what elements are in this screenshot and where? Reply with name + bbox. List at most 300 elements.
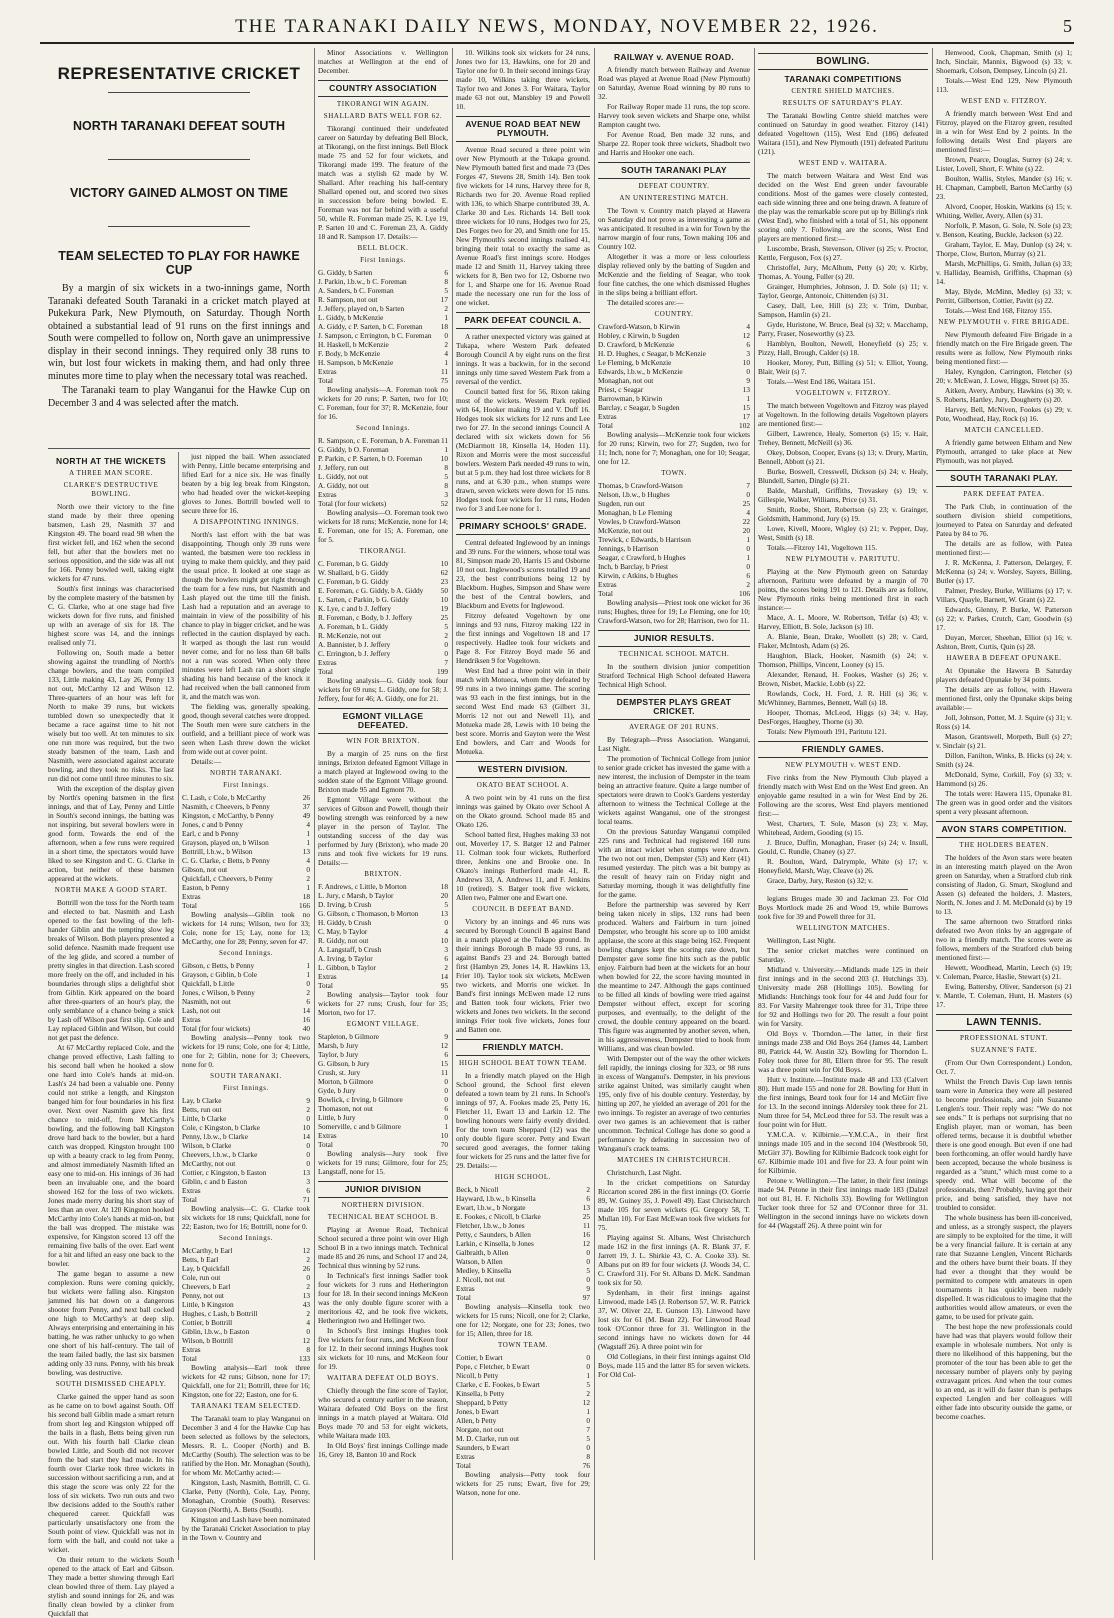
runs-value: 12 xyxy=(582,1398,590,1407)
column-rule xyxy=(594,48,595,1560)
batsman-entry: Total xyxy=(318,1140,333,1149)
runs-value: 17 xyxy=(742,412,750,421)
rink-score: Gilbert, Lawrence, Healy, Somerton (s) 15; v. Hair, Trehey, Bennett, McNeill (s) 36. xyxy=(758,429,928,447)
rink-score: Okey, Dobson, Cooper, Evans (s) 13; v. Drury, Martin, Bennell, Abbott (s) 21. xyxy=(758,448,928,466)
score-row xyxy=(456,1293,590,1302)
score-row xyxy=(318,1122,448,1131)
runs-value: 0 xyxy=(586,1443,590,1452)
innings-heading: First Innings. xyxy=(223,781,269,789)
score-row xyxy=(456,1407,590,1416)
runs-value: 5 xyxy=(586,1434,590,1443)
article-paragraph: In Technical's first innings Sadler took four wickets for 3 runs and Hetherington four for 18. In their second innings McKeon was the only double figure scorer with a meritorious 42, and he took five wickets, Hetherington two and Hellinger two. xyxy=(318,1271,448,1325)
batsman-entry: L. Giddy, b McKenzie xyxy=(318,313,384,322)
runs-value: 4 xyxy=(306,820,310,829)
runs-value: 6 xyxy=(586,1194,590,1203)
runs-value: 6 xyxy=(746,340,750,349)
batsman-entry: Extras xyxy=(318,1131,337,1140)
score-row xyxy=(182,1264,310,1273)
subheading: TARANAKI TEAM SELECTED. xyxy=(191,1402,301,1410)
batsman-entry: R. McKenzie, not out xyxy=(318,631,382,640)
batsman-entry: Thomason, not out xyxy=(318,1104,373,1113)
score-row xyxy=(598,394,750,403)
section-heading: COUNTRY ASSOCIATION xyxy=(318,80,448,97)
runs-value: 10 xyxy=(440,936,448,945)
score-row xyxy=(318,1050,448,1059)
runs-value: 6 xyxy=(444,268,448,277)
score-row xyxy=(598,481,750,490)
batsman-entry: Fletcher, l.b.w., b Jones xyxy=(456,1221,525,1230)
score-row xyxy=(598,358,750,367)
section-heading: RAILWAY v. AVENUE ROAD. xyxy=(613,52,735,62)
score-row xyxy=(182,1006,310,1015)
batsman-entry: R. Sampson, c E. Foreman, b A. Foreman xyxy=(318,436,440,445)
score-row xyxy=(318,963,448,972)
batsman-entry: Total xyxy=(182,901,197,910)
rink-score: Alexander, Renaud, H. Fookes, Washer (s) 26; v. Brown, Nisbet, Mackie, Lobb (s) 22. xyxy=(758,670,928,688)
scorecard xyxy=(318,268,448,385)
article-paragraph: Old Collegians, in their first innings against Old Boys, made 115 and the latter 85 for seven wickets. For Old Col- xyxy=(598,1352,750,1379)
article-paragraph: Sydenham, in their first innings against Linwood, made 145 (J. Robertson 57, W. R. Patrick 37, W. Oliver 22, E. Gunson 13). Linwood have lost six for 61 (M. Bean 22). For Linwood Read took O'Connor three for 31. Wellington in the second innings have no wickets down for 44 (Wagstaff 26). A three point win for xyxy=(598,1288,750,1351)
runs-value: 0 xyxy=(444,649,448,658)
rink-score: Mace, A. L. Moore, W. Robertson, Telfar (s) 43; v. Harvey, Elliott, B. Sole, Jackson (s) 10. xyxy=(758,613,928,631)
batsman-entry: McKenzie, not out xyxy=(598,526,653,535)
bowling-analysis: Bowling analysis—Giblin took no wickets for 14 runs; Wilson, two for 33; Cole, none for 15; Lay, none for 13; McCarthy, one for 28; Penny, seven for 47. xyxy=(182,910,310,946)
runs-value: 10 xyxy=(440,559,448,568)
rink-score: Henwood, Cook, Chapman, Smith (s) 1; Inch, Sinclair, Mannix, Bigwood (s) 33; v. Shoemark, Colson, Dempsey, Lincoln (s) 21. xyxy=(936,48,1072,75)
batsman-entry: Extras xyxy=(598,412,617,421)
score-row xyxy=(598,421,750,430)
score-row xyxy=(182,1168,310,1177)
batsman-entry: Extras xyxy=(318,972,337,981)
score-row xyxy=(318,667,448,676)
runs-value: 6 xyxy=(444,954,448,963)
batsman-entry: H. Giddy, b Crush xyxy=(318,918,372,927)
score-row xyxy=(456,1398,590,1407)
batsman-entry: Total (for four wickets) xyxy=(318,499,387,508)
score-row xyxy=(318,1140,448,1149)
runs-value: 15 xyxy=(742,403,750,412)
score-row xyxy=(318,367,448,376)
subheading: COUNCIL B DEFEAT BAND. xyxy=(472,905,574,913)
section-heading: AVENUE ROAD BEAT NEW PLYMOUTH. xyxy=(456,116,590,142)
score-row xyxy=(318,927,448,936)
runs-value: 5 xyxy=(444,622,448,631)
score-row xyxy=(182,874,310,883)
batsman-entry: Nasmith, not out xyxy=(182,997,231,1006)
runs-value: 4 xyxy=(444,349,448,358)
score-row xyxy=(598,340,750,349)
rink-score: Burke, Boswell, Cresswell, Dickson (s) 24; v. Healy, Blundell, Sarten, Dingle (s) 21. xyxy=(758,467,928,485)
subheading: CLARKE'S DESTRUCTIVE BOWLING. xyxy=(63,481,159,498)
article-paragraph: Playing at the New Plymouth green on Saturday afternoon, Paritutu were defeated by a margin of 70 points, the scores being 191 to 121. Details are as follow, New Plymouth rinks being mentioned first in each instance:— xyxy=(758,567,928,612)
runs-value: 2 xyxy=(444,340,448,349)
batsman-entry: Monaghan, not out xyxy=(598,376,654,385)
runs-value: 13 xyxy=(440,909,448,918)
subheading: MATCHES IN CHRISTCHURCH. xyxy=(617,1156,731,1164)
batsman-entry: Total xyxy=(456,1293,471,1302)
batsman-entry: L. Sarten, c Parkin, b G. Giddy xyxy=(318,595,409,604)
rink-total: Totals.—West End 129, New Plymouth 113. xyxy=(936,76,1072,94)
runs-value: 4 xyxy=(746,322,750,331)
batsman-entry: J. Sampson, c Errington, b C. Foreman xyxy=(318,331,432,340)
scorecard xyxy=(598,481,750,598)
rink-score: May, Blyde, McMinn, Medley (s) 33; v. Perritt, Gilbertson, Cottier, Pavitt (s) 22. xyxy=(936,287,1072,305)
batsman-entry: A. Irving, b Taylor xyxy=(318,954,373,963)
runs-value: 0 xyxy=(444,1113,448,1122)
runs-value: 0 xyxy=(306,1273,310,1282)
section-heading: DEMPSTER PLAYS GREAT CRICKET. xyxy=(598,694,750,720)
article-paragraph: North's last effort with the bat was disappointing. Though only 39 runs were wanted, the batsmen were too reckless in trying to make them quickly, and they paid the usual price. It looked at one stage as though the bowlers might get right through the team for a few runs, but Nasmith and Lash played out the time till the finish. Lash had a reputation and an average to maintain in view of the possibility of his chance to play in bigger cricket, and he was reflected in the caution displayed by each. It warped as though the last run would never come, and for no less than 68 balls not a run was scored. When only three minutes were left Lash ran a short single shading his hand because of the knock it had received when the ball cannoned from it, and the match was won. xyxy=(182,530,310,701)
subheading: WIN FOR BRIXTON. xyxy=(346,737,420,745)
runs-value: 3 xyxy=(746,349,750,358)
batsman-entry: Nasmith, c Cheevers, b Penny xyxy=(182,802,270,811)
score-row xyxy=(318,981,448,990)
article-paragraph: New Plymouth defeated Fire Brigade in a friendly match on the Fire Brigade green. The results were as follow, New Plymouth rinks being mentioned first:— xyxy=(936,330,1072,366)
runs-value: 16 xyxy=(302,1015,310,1024)
score-row xyxy=(318,640,448,649)
score-row xyxy=(318,891,448,900)
batsman-entry: Somerville, c and b Gilmore xyxy=(318,1122,401,1131)
runs-value: 1 xyxy=(306,961,310,970)
rink-total: Totals.—West End 186, Waitara 151. xyxy=(767,377,876,386)
runs-value: 7 xyxy=(444,658,448,667)
batsman-entry: Wilson, b Clarke xyxy=(182,1141,232,1150)
article-paragraph: Altogether it was a more or less colourless display relieved only by the batting of Sugden and McKenzie and the fielding of Seagar, who took four fine catches, the one which dismissed Hughes in the slips being a brilliant effort. xyxy=(598,252,750,297)
score-row xyxy=(598,499,750,508)
batsman-entry: Little, b Clarke xyxy=(182,1114,227,1123)
runs-value: 1 xyxy=(586,1407,590,1416)
runs-value: 11 xyxy=(440,367,448,376)
rink-score: A. Blanie, Bean, Drake, Woollett (s) 28; v. Card, Flaker, McIntosh, Adam (s) 26. xyxy=(758,632,928,650)
team-heading: COUNTRY. xyxy=(654,310,694,318)
rink-score: Graham, Taylor, E. May, Dunlop (s) 24; v. Thorpe, Clow, Burton, Murray (s) 21. xyxy=(936,240,1072,258)
runs-value: 0 xyxy=(746,367,750,376)
batsman-entry: Extras xyxy=(318,658,337,667)
bowling-analysis: Bowling analysis—Penny took two wickets for 19 runs; Cole, one for 4; Little, one for 2; Giblin, none for 3; Cheevers, none for 0. xyxy=(182,1033,310,1069)
batsman-entry: Jennings, b Harrison xyxy=(598,544,659,553)
batsman-entry: Bottrill, l.b.w., b Wilson xyxy=(182,847,253,856)
score-row xyxy=(182,1309,310,1318)
article-paragraph: In the cricket competitions on Saturday Riccarton scored 286 in the first innings (O. Gorrie 89, W. Guiney 35, J. Powell 49). East Christchurch made 105 for seven wickets (G. Gregory 58, T. Mullan 10). For East McEwan took five wickets for 75. xyxy=(598,1178,750,1232)
batsman-entry: E. Fookes, c Nicoll, b Clarke xyxy=(456,1212,541,1221)
score-row xyxy=(318,1032,448,1041)
article-paragraph: For Railway Roper made 11 runs, the top score. Harvey took seven wickets and Sharpe one, whilst Rampton caught two. xyxy=(598,102,750,129)
batsman-entry: Trewick, c Edwards, b Harrison xyxy=(598,535,691,544)
runs-value: 37 xyxy=(302,802,310,811)
runs-value: 0 xyxy=(306,979,310,988)
batsman-entry: Cheevers, b Earl xyxy=(182,1282,231,1291)
divider xyxy=(108,159,250,160)
score-row xyxy=(598,385,750,394)
article-paragraph: Details:— xyxy=(191,757,221,766)
scorecard xyxy=(318,436,448,508)
score-row xyxy=(318,658,448,667)
score-row xyxy=(318,481,448,490)
runs-value: 1 xyxy=(586,1371,590,1380)
rink-score: Dillon, Fanilton, Winks, B. Hicks (s) 24; v. Smith (s) 24. xyxy=(936,751,1072,769)
score-row xyxy=(318,586,448,595)
score-row xyxy=(318,268,448,277)
section-heading: JUNIOR DIVISION xyxy=(318,1181,448,1198)
batsman-entry: Cheevers, l.b.w., b Clarke xyxy=(182,1150,258,1159)
score-row xyxy=(318,900,448,909)
runs-value: 6 xyxy=(306,997,310,1006)
score-row xyxy=(182,838,310,847)
runs-value: 25 xyxy=(582,1212,590,1221)
section-heading: FRIENDLY GAMES. xyxy=(758,741,928,758)
runs-value: 1 xyxy=(306,838,310,847)
runs-value: 18 xyxy=(440,882,448,891)
rink-score: West, Charters, T. Sole, Mason (s) 23; v. May, Whitehead, Ardern, Gooding (s) 15. xyxy=(758,819,928,837)
runs-value: 0 xyxy=(444,331,448,340)
runs-value: 0 xyxy=(444,1095,448,1104)
article-paragraph: Avenue Road secured a three point win over New Plymouth at the Tukapa ground. New Plymouth batted first and made 73 (Des Forges 47, Stevens 28, Smith 14). Ben took five wickets for 14 runs, Harvey three for 8, Richards two for 20. Avenue Road replied with 136, to which Sharpe contributed 39, A. Clarke 30 and Les. Richards 14. Bell took three wickets for 10 runs, Hodges two for 25, Des Forges two for 20, and Smith one for 15. New Plymouth's second innings realised 41, bringing their total to exactly the same as Avenue Road's first innings score. Hodges made 12 and Smith 11, Harvey taking three wickets for 8, Ben two for 12, Osborne two for 1, and Sharpe one for 16. Avenue Road made the necessary one run for the loss of one wicket. xyxy=(456,145,590,307)
runs-value: 0 xyxy=(444,640,448,649)
runs-value: 8 xyxy=(586,1452,590,1461)
rink-score: Duyan, Mercer, Sheehan, Elliot (s) 16; v. Ashton, Brett, Curtis, Quin (s) 28. xyxy=(936,633,1072,651)
rink-score: Norfolk, P. Mason, G. Sole, N. Sole (s) 23; v. Benson, Keating, Buckle, Jackson (s) 22. xyxy=(936,221,1072,239)
runs-value: 0 xyxy=(746,562,750,571)
article-paragraph: just nipped the bail. When associated with Penny, Little became enterprising and lifted Earl for a nice six. He was finally beaten by a big leg break from Kingston, who had headed over the wicket-keeping gloves to Jones. Bottrill bowled well to secure three for 16. xyxy=(182,452,310,515)
batsman-entry: Jones, c Wilson, b Penny xyxy=(182,988,255,997)
score-row xyxy=(318,472,448,481)
score-row xyxy=(456,1221,590,1230)
batsman-entry: C. May, b Taylor xyxy=(318,927,368,936)
subheading: OKATO BEAT SCHOOL A. xyxy=(476,781,570,789)
runs-value: 8 xyxy=(444,463,448,472)
rink-total: Totals.—Fitzroy 141, Vogeltown 115. xyxy=(767,543,878,552)
subheading: A THREE MAN SCORE. xyxy=(69,469,153,477)
batsman-entry: Extras xyxy=(182,1015,201,1024)
article-paragraph: A friendly game between Eltham and New Plymouth, arranged to take place at New Plymouth, was not played. xyxy=(936,438,1072,465)
article-paragraph: The details are as follow, with Patea mentioned first:— xyxy=(936,539,1072,557)
score-row xyxy=(598,535,750,544)
score-row xyxy=(598,367,750,376)
section-heading: AVON STARS COMPETITION. xyxy=(936,821,1072,838)
article-paragraph: Egmont Village were without the services of Gibson and Powell, though their bowling strength was reinforced by a new player in the person of Taylor. The outstanding success of the day was performed by Jury (Brixton), who made 20 runs and took five wickets for 19 runs. Details:— xyxy=(318,795,448,867)
runs-value: 2 xyxy=(444,304,448,313)
article-paragraph: The match between Waitara and West End was decided on the West End green under favourable conditions. Most of the games were closely contested, each side winning three and one being drawn. A feature of the play was the remarkable score put up by Billing's rink (West End), who finished with a total of 51, his opponent scoring only 7. Following are the scores, West End players are mentioned first:— xyxy=(758,171,928,243)
rink-score: Grainger, Humphries, Johnson, J. D. Sole (s) 11; v. Taylor, George, Antonoic, Chittenden (s) 31. xyxy=(758,282,928,300)
batsman-entry: Gibson, not out xyxy=(182,865,228,874)
batsman-entry: Nicoll, b Petty xyxy=(456,1371,499,1380)
batsman-entry: Hughes, c Lash, b Bottrill xyxy=(182,1309,258,1318)
score-row xyxy=(318,286,448,295)
batsman-entry: McCarthy, not out xyxy=(182,1159,236,1168)
subheading: NORTHERN DIVISION. xyxy=(341,1201,425,1209)
lead-headlines xyxy=(48,48,310,303)
runs-value: 9 xyxy=(586,1284,590,1293)
runs-value: 14 xyxy=(440,972,448,981)
rink-score: Balde, Marshall, Griffiths, Trevaskey (s) 19; v. Gillespie, Walker, Williams, Price (s) 31. xyxy=(758,486,928,504)
score-row xyxy=(318,436,448,445)
runs-value: 20 xyxy=(742,526,750,535)
score-row xyxy=(182,1141,310,1150)
batsman-entry: J. Parkin, l.b.w., b C. Foreman xyxy=(318,277,407,286)
scorecard xyxy=(318,559,448,676)
batsman-entry: Total xyxy=(598,589,613,598)
article-paragraph: The totals were: Hawera 115, Opunake 81. The green was in good order and the visitors spent a very pleasant afternoon. xyxy=(936,789,1072,816)
score-row xyxy=(182,1255,310,1264)
batsman-entry: R. Sampson, not out xyxy=(318,295,378,304)
runs-value: 20 xyxy=(440,891,448,900)
score-row xyxy=(456,1203,590,1212)
score-row xyxy=(318,295,448,304)
subheading: DEFEAT COUNTRY. xyxy=(638,182,710,190)
score-row xyxy=(318,1041,448,1050)
batsman-entry: Hobley, c Kirwin, b Sugden xyxy=(598,331,680,340)
runs-value: 1 xyxy=(444,358,448,367)
article-paragraph: By Telegraph—Press Association. Wanganui, Last Night. xyxy=(598,735,750,753)
score-row xyxy=(598,544,750,553)
score-row xyxy=(318,568,448,577)
runs-value: 10 xyxy=(440,595,448,604)
batsman-entry: C. G. Clarke, c Betts, b Penny xyxy=(182,856,270,865)
runs-value: 8 xyxy=(306,1345,310,1354)
batsman-entry: Cole, run out xyxy=(182,1273,221,1282)
batsman-entry: Gibson, c Betts, b Penny xyxy=(182,961,255,970)
team-heading: HIGH SCHOOL. xyxy=(494,1173,552,1181)
batsman-entry: J. Nicoll, not out xyxy=(456,1275,505,1284)
runs-value: 4 xyxy=(444,927,448,936)
subheading: WAITARA DEFEAT OLD BOYS. xyxy=(327,1374,439,1382)
runs-value: 2 xyxy=(306,988,310,997)
batsman-entry: Clarke, c E. Fookes, b Ewart xyxy=(456,1380,540,1389)
rink-score: Rowlands, Cock, H. Ford, J. R. Hill (s) 36; v. McWhinney, Barnmes, Bennett, Wall (s) 18. xyxy=(758,689,928,707)
score-row xyxy=(182,883,310,892)
batsman-entry: L. Giddy, not out xyxy=(318,472,368,481)
batsman-entry: L. Jury, c Marsh, b Taylor xyxy=(318,891,394,900)
team-heading: HAWERA B DEFEAT OPUNAKE. xyxy=(946,654,1062,662)
batsman-entry: A. Giddy, not out xyxy=(318,481,369,490)
subheading: HIGH SCHOOL BEAT TOWN TEAM. xyxy=(458,1059,587,1067)
team-heading: VOGELTOWN v. FITZROY. xyxy=(795,389,891,397)
runs-value: 13 xyxy=(302,1291,310,1300)
score-row xyxy=(182,1015,310,1024)
score-row xyxy=(182,1327,310,1336)
subheading: WELLINGTON MATCHES. xyxy=(796,924,890,932)
rink-score: R. Boulton, Ward, Dalrymple, White (s) 17; v. Honeyfield, Marsh, Way, Cleave (s) 26. xyxy=(758,857,928,875)
score-row xyxy=(456,1212,590,1221)
article-paragraph: Victory by an innings and 46 runs was secured by Borough Council B against Band in a match played at the Tukapo ground. In their innings Borough B made 93 runs, as against Band's 23 and 24. Borough batted first (Hambyn 29, Jones 14, R. Hawkins 13, Frier 10). Taylor took six wickets, McEwen two wickets, and Morris one wicket. In Band's first innings McEwen made 12 runs and Batten took four wickets, Frier two wickets and Jones two wickets. In the second innings Frier took five wickets, Jones four and Batten one. xyxy=(456,917,590,1034)
column-4 xyxy=(456,48,590,1560)
team-heading: EGMONT VILLAGE. xyxy=(346,1020,420,1028)
runs-value: 62 xyxy=(440,568,448,577)
score-row xyxy=(456,1266,590,1275)
runs-value: 13 xyxy=(742,385,750,394)
runs-value: 76 xyxy=(582,1461,590,1470)
article-paragraph: Central defeated Inglewood by an innings and 39 runs. For the winners, whose total was 81, Simpson made 20, Harris 15 and Osborne 10 not out. Inglewood's scores totalled 19 and 23, the best contributions being 12 by Blackburn. Hughes, Simpson and Shaw were the best of the Central bowlers, and Blackburn and Evetts for Inglewood. xyxy=(456,538,590,610)
batsman-entry: Earl, c and b Penny xyxy=(182,829,239,838)
score-row xyxy=(182,1195,310,1204)
article-paragraph: The best hope the new professionals could have had was that players would follow their example in wholesale numbers. Not only is there no likelihood of this happening, but the promoter of the tour has been able to get the necessary number of players only by paying extravagant prices. And when the tour comes to an end, as it will do faster than is perhaps expected Lenglen and her colleagues will either fade into obscurity outside the game, or become coaches. xyxy=(936,1322,1072,1421)
runs-value: 75 xyxy=(440,376,448,385)
bowling-analysis: Bowling analysis—A. Foreman took no wickets for 20 runs; P. Sarten, two for 10; C. Foreman, four for 37; R. McKenzie, four for 16. xyxy=(318,385,448,421)
article-paragraph: On their return to the wickets South opened to the attack of Earl and Gibson. They made a better showing through Earl clean bowled three of them. Lay played a stylish and sound innings for 26, and was finally clean bowled by a clinker from Quickfall that xyxy=(48,1555,174,1618)
score-row xyxy=(182,1114,310,1123)
batsman-entry: Watson, b Allen xyxy=(456,1257,503,1266)
scorecard xyxy=(456,1185,590,1302)
score-row xyxy=(318,1095,448,1104)
runs-value: 9 xyxy=(444,1032,448,1041)
section-heading: EGMONT VILLAGE DEFEATED. xyxy=(318,708,448,734)
score-row xyxy=(456,1362,590,1371)
score-row xyxy=(182,1159,310,1168)
runs-value: 5 xyxy=(586,1380,590,1389)
score-row xyxy=(182,892,310,901)
section-heading: BOWLING. xyxy=(758,53,928,70)
article-paragraph: In the southern division junior competition Stratford Technical High School defeated Hawera Technical High School. xyxy=(598,662,750,689)
rink-score: Haley, Kyngdon, Carrington, Fletcher (s) 20; v. McEwan, J. Lowe, Higgs, Street (s) 35. xyxy=(936,367,1072,385)
runs-value: 7 xyxy=(586,1425,590,1434)
team-heading: WEST END v. WAITARA. xyxy=(798,159,888,167)
rink-score: Luscombe, Brash, Stevenson, Oliver (s) 25; v. Proctor, Kettle, Ferguson, Fox (s) 27. xyxy=(758,244,928,262)
score-row xyxy=(182,1300,310,1309)
scorecard xyxy=(318,1032,448,1149)
score-row xyxy=(456,1239,590,1248)
scorecard xyxy=(182,961,310,1033)
section-heading: WESTERN DIVISION. xyxy=(456,761,590,778)
article-paragraph: The whole business has been ill-conceived, and unless, as a strongly suspect, the players are simply to be exploited for the time, it will be a very financial failure. It is certain at any rate that Suzanne Lenglen, Vincent Richards and the others have burnt their boats. If they had ever a thought that they would be permitted to compete with amateurs in open tournaments it has quickly been rudely dispelled. It was ridiculous to imagine that the authorities would allow amateurs, or even the game, to be used for private gain. xyxy=(936,1213,1072,1321)
score-row xyxy=(182,1354,310,1363)
runs-value: 1 xyxy=(746,394,750,403)
article-paragraph: West End had a three point win in their match with Motueca, whom they defeated by 99 runs in a two innings game. The scoring was 93 each in the first innings, but in the second West End made 63 (Gilbert 31, Morris 12 not out and Newell 11), and Motueka made 28, Lewis with 10 being the best score. Morris and Gayton were the West End bowlers, and Carr and Woods for Motueka. xyxy=(456,666,590,756)
score-row xyxy=(182,820,310,829)
rink-score: Edwards, Glenny, P. Burke, W. Patterson (s) 22; v. Parkes, Crutch, Carr, Goodwin (s) 17. xyxy=(936,605,1072,632)
score-row xyxy=(318,490,448,499)
score-row xyxy=(318,577,448,586)
batsman-entry: R. Foreman, c Body, b J. Jeffery xyxy=(318,613,413,622)
score-row xyxy=(456,1380,590,1389)
score-row xyxy=(182,1177,310,1186)
runs-value: 26 xyxy=(302,793,310,802)
runs-value: 19 xyxy=(440,604,448,613)
batsman-entry: C. Foreman, b G. Giddy xyxy=(318,577,389,586)
rink-score: Ewing, Battersby, Oliver, Sanderson (s) 21 v. Mantle, T. Coleman, Hunt, H. Masters (s) 17. xyxy=(936,982,1072,1009)
score-row xyxy=(456,1257,590,1266)
runs-value: 0 xyxy=(444,1077,448,1086)
column-2 xyxy=(182,452,310,1560)
score-row xyxy=(182,1291,310,1300)
bowling-analysis: Bowling analysis—Priest took one wicket for 36 runs; Hughes, three for 19; Le Fleming, one for 10; Crawford-Watson, two for 28; Harrison, two for 11. xyxy=(598,598,750,625)
batsman-entry: Crawford-Watson, b Kirwin xyxy=(598,322,680,331)
bowling-analysis: Bowling analysis—O. Foreman took two wickets for 18 runs; McKenzie, none for 14; E. Foreman, one for 15; A. Foreman, one for 5. xyxy=(318,508,448,544)
rink-total: Totals.—West End 168, Fitzroy 155. xyxy=(945,306,1052,315)
article-paragraph: In Old Boys' first innings Collinge made 16, Grey 18, Banton 10 and Rock xyxy=(318,1441,448,1459)
batsman-entry: Allen, b Petty xyxy=(456,1416,497,1425)
runs-value: 0 xyxy=(586,1362,590,1371)
runs-value: 14 xyxy=(302,1006,310,1015)
column-rule xyxy=(452,48,453,1560)
score-row xyxy=(598,490,750,499)
runs-value: 17 xyxy=(440,295,448,304)
runs-value: 9 xyxy=(306,1096,310,1105)
score-row xyxy=(182,1246,310,1255)
rink-score: Christoffel, Jury, McAlhum, Petty (s) 20; v. Kirby, Thomas, A. Young, Fuller (s) 20. xyxy=(758,263,928,281)
batsman-entry: Vowles, b Crawford-Watson xyxy=(598,517,681,526)
score-row xyxy=(182,811,310,820)
score-row xyxy=(318,909,448,918)
score-row xyxy=(318,972,448,981)
divider xyxy=(48,448,310,449)
score-row xyxy=(182,865,310,874)
batsman-entry: Total xyxy=(318,667,333,676)
batsman-entry: Kinsella, b Petty xyxy=(456,1389,505,1398)
runs-value: 10 xyxy=(440,1131,448,1140)
subheading: TECHNICAL SCHOOL MATCH. xyxy=(618,650,730,658)
batsman-entry: D. Irving, b Crush xyxy=(318,900,372,909)
scorecard xyxy=(182,1096,310,1204)
